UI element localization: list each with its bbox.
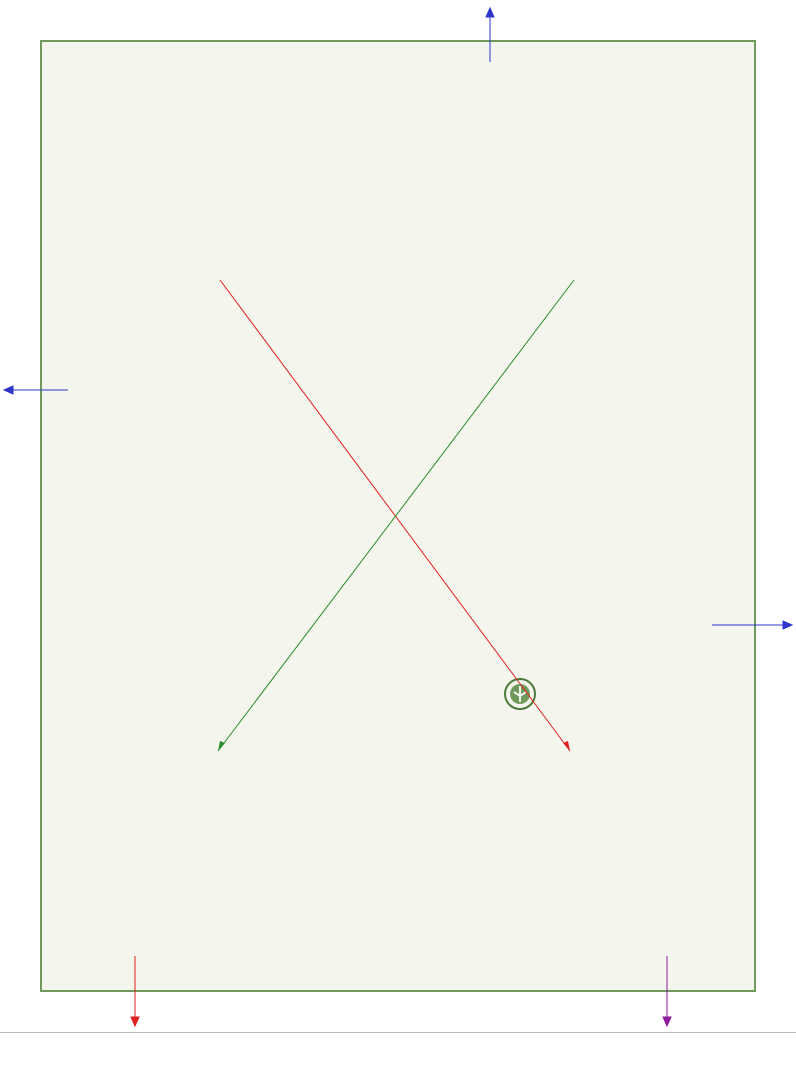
legend-bar — [0, 1032, 796, 1071]
